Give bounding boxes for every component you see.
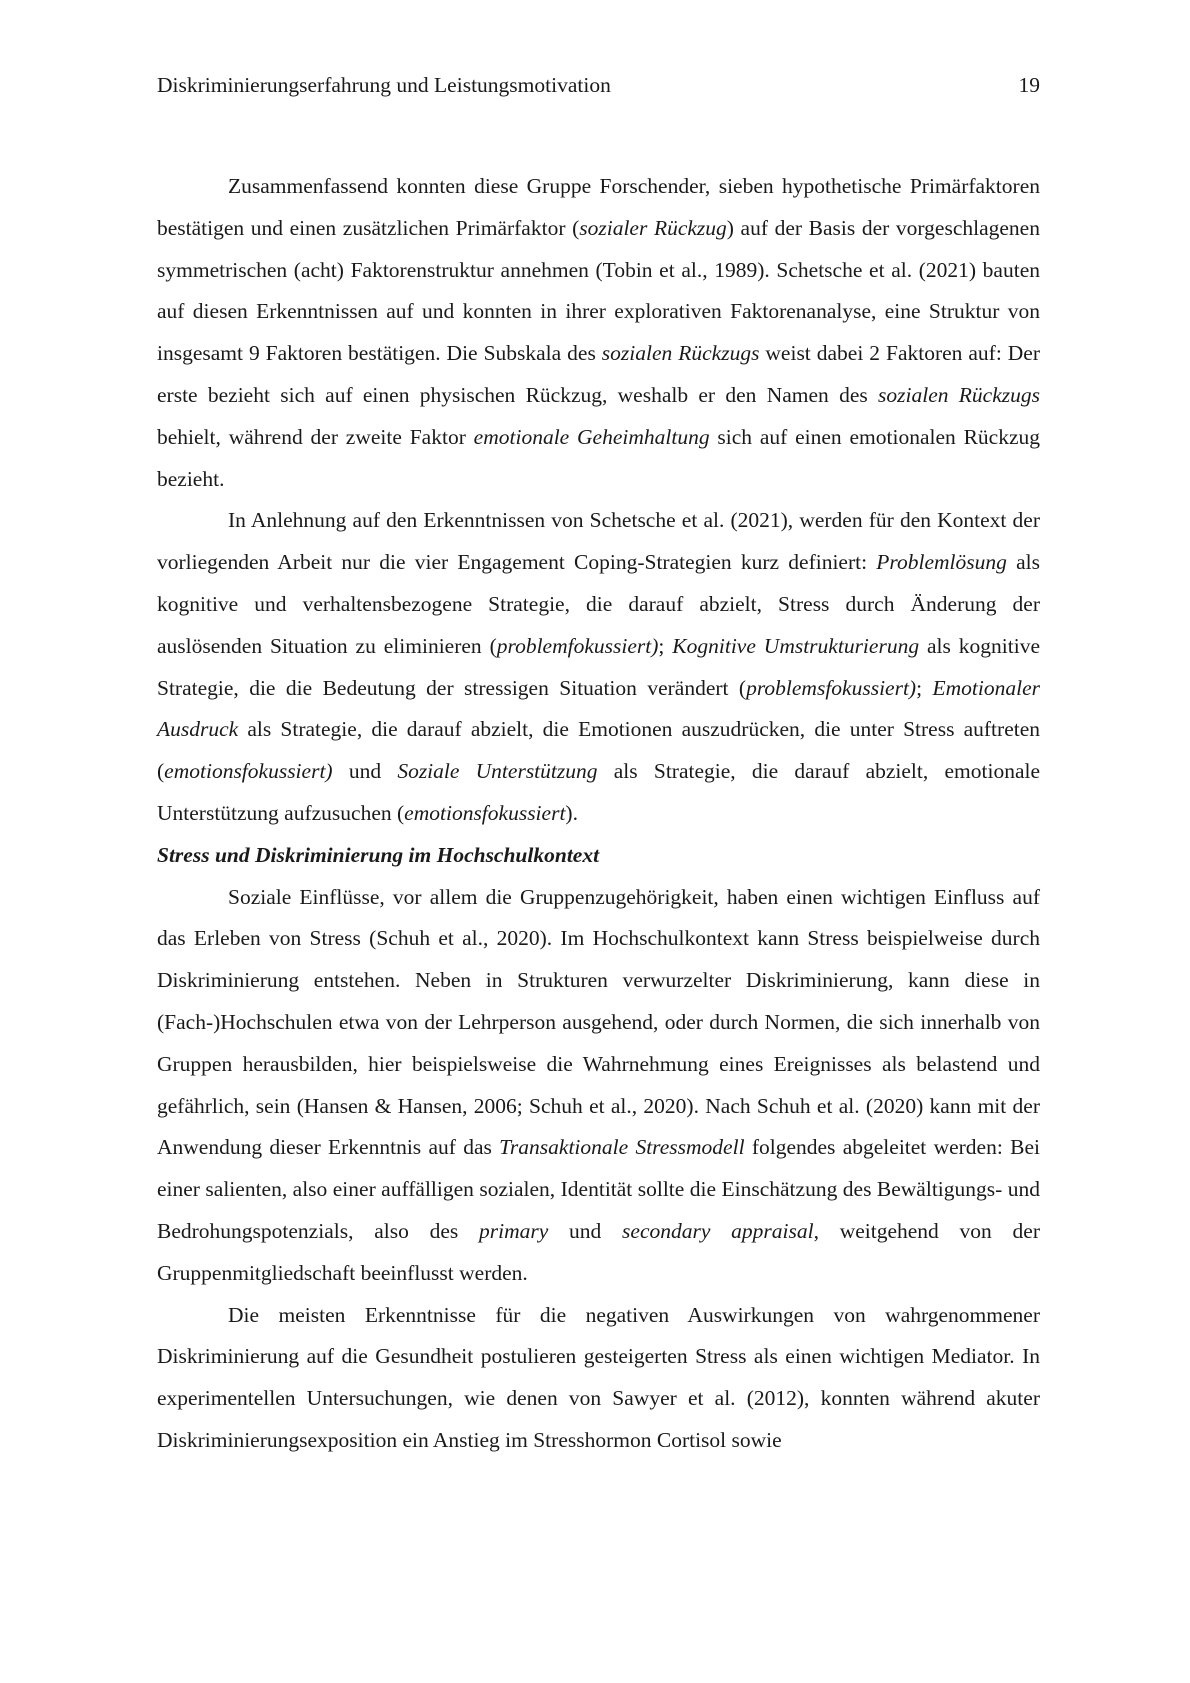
italic-run: sozialen Rückzugs — [878, 382, 1040, 407]
text-run: als kognitive Strategie, die die Bedeutung der stressigen Situation verändert ( — [157, 633, 1040, 700]
italic-run: secondary appraisal — [622, 1218, 814, 1243]
body-text — [157, 166, 1040, 1462]
running-head — [157, 70, 1040, 100]
italic-run: problemfokussiert) — [496, 633, 659, 658]
running-title: Diskriminierungserfahrung und Leistungsmotivation — [157, 73, 611, 97]
paragraph — [157, 1295, 1040, 1462]
text-run: und — [548, 1218, 623, 1243]
text-run: , weitgehend von der Gruppenmitgliedschaft beeinflusst werden. — [157, 1218, 1041, 1285]
page-number: 19 — [1018, 73, 1040, 97]
text-run: Die meisten Erkenntnisse für die negativen Auswirkungen von wahrgenommener Diskriminierung auf die Gesundheit postulieren gesteigerten Stress als einen wichtigen Mediator. In experimentellen Untersuchungen, wie denen von Sawyer et al. (2012), konnten während akuter Diskriminierungsexposition ein Anstieg im Stresshormon Cortisol sowie — [157, 1302, 1040, 1452]
text-run: ; — [658, 633, 673, 658]
italic-run: emotionale Geheimhaltung — [473, 424, 710, 449]
italic-run: sozialer Rückzug — [579, 215, 727, 240]
text-run: ). — [565, 800, 578, 825]
text-run: als Strategie, die darauf abzielt, die Emotionen auszudrücken, die unter Stress auftreten ( — [157, 717, 1040, 784]
italic-run: Transaktionale Stressmodell — [499, 1135, 745, 1160]
italic-run: Problemlösung — [876, 550, 1007, 575]
text-run: als kognitive und verhaltensbezogene Strategie, die darauf abzielt, Stress durch Änderung der auslösenden Situation zu eliminieren ( — [157, 550, 1040, 658]
italic-run: emotionsfokussiert — [404, 800, 566, 825]
italic-run: Kognitive Umstrukturierung — [672, 633, 920, 658]
text-run: In Anlehnung auf den Erkenntnissen von Schetsche et al. (2021), werden für den Kontext der vorliegenden Arbeit nur die vier Engagement Coping-Strategien kurz definiert: — [157, 508, 1040, 575]
paragraph — [157, 877, 1040, 1295]
text-run: sich auf einen emotionalen Rückzug bezieht. — [157, 424, 1041, 491]
text-run: ) auf der Basis der vorgeschlagenen symmetrischen (acht) Faktorenstruktur annehmen (Tobin et al., 1989). Schetsche et al. (2021) bauten auf diesen Erkenntnissen auf und konnten in ihrer explorativen Faktorenanalyse, eine Struktur von insgesamt 9 Faktoren bestätigen. Die Subskala des — [157, 215, 1040, 366]
paragraph — [157, 166, 1040, 500]
italic-run: sozialen Rückzugs — [601, 341, 760, 366]
italic-run: primary — [479, 1218, 549, 1243]
text-run: ; — [916, 675, 933, 700]
italic-run: problemsfokussiert) — [746, 675, 917, 700]
text-run: und — [332, 759, 398, 784]
italic-run: Emotionaler Ausdruck — [157, 675, 1040, 742]
text-run: Soziale Einflüsse, vor allem die Gruppenzugehörigkeit, haben einen wichtigen Einfluss auf das Erleben von Stress (Schuh et al., 2020). Im Hochschulkontext kann Stress beispielweise durch Diskriminierung entstehen. Neben in Strukturen verwurzelter Diskriminierung, kann diese in (Fach-)Hochschulen etwa von der Lehrperson ausgehend, oder durch Normen, die sich innerhalb von Gruppen herausbilden, hier beispielsweise die Wahrnehmung eines Ereignisses als belastend und gefährlich, sein (Hansen & Hansen, 2006; Schuh et al., 2020). Nach Schuh et al. (2020) kann mit der Anwendung dieser Erkenntnis auf das — [157, 884, 1040, 1160]
text-run: folgendes abgeleitet werden: Bei einer salienten, also einer auffälligen sozialen, Identität sollte die Einschätzung des Bewältigungs- und Bedrohungspotenzials, also des — [157, 1135, 1040, 1243]
italic-run: emotionsfokussiert) — [164, 759, 333, 784]
paragraph — [157, 500, 1040, 834]
text-run: weist dabei 2 Faktoren auf: Der erste bezieht sich auf einen physischen Rückzug, weshalb er den Namen des — [157, 341, 1040, 407]
text-run: als Strategie, die darauf abzielt, emotionale Unterstützung aufzusuchen ( — [157, 759, 1041, 825]
section-heading: Stress und Diskriminierung im Hochschulkontext — [157, 842, 600, 867]
text-run: behielt, während der zweite Faktor — [157, 424, 474, 449]
italic-run: Soziale Unterstützung — [397, 759, 598, 784]
text-run: Zusammenfassend konnten diese Gruppe Forschender, sieben hypothetische Primärfaktoren bestätigen und einen zusätzlichen Primärfaktor ( — [157, 174, 1040, 240]
